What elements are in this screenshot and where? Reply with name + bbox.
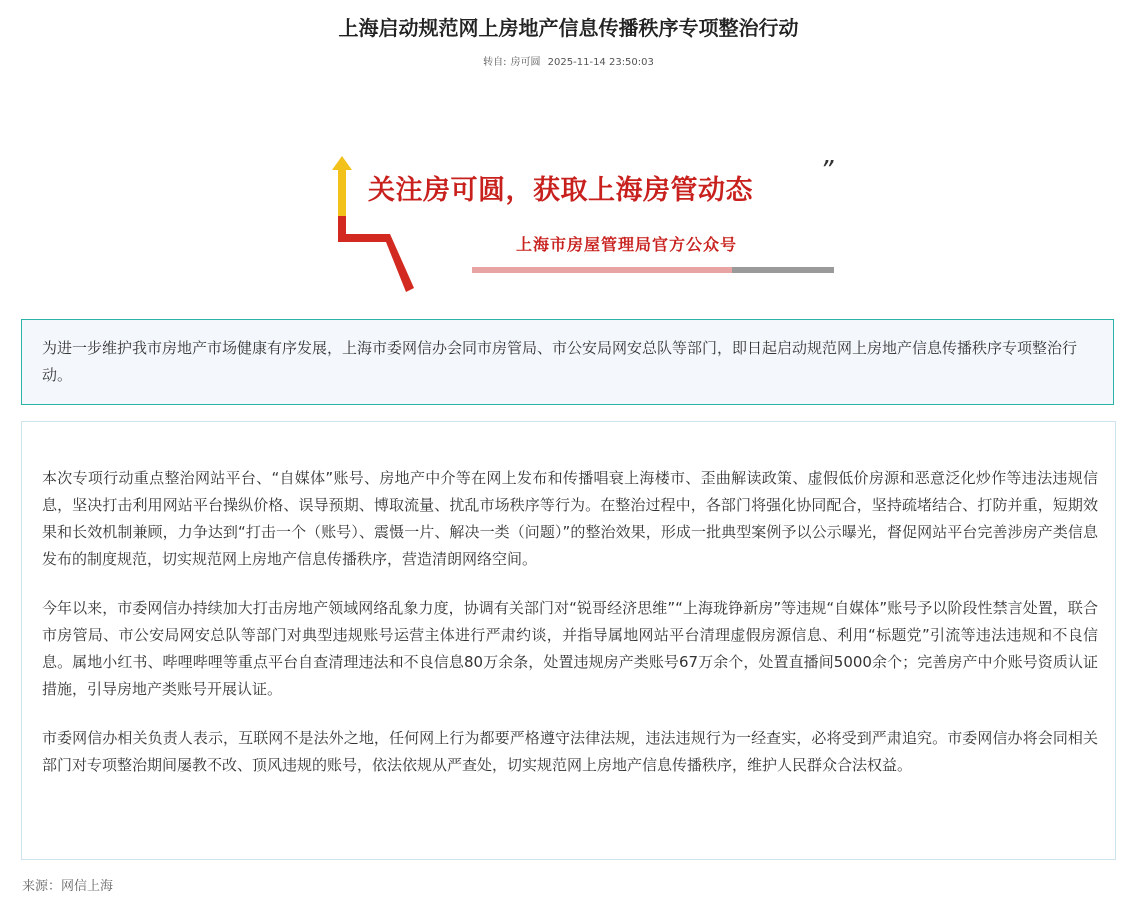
body-paragraph-1: 本次专项行动重点整治网站平台、“自媒体”账号、房地产中介等在网上发布和传播唱衰上海楼市、歪曲解读政策、虚假低价房源和恶意泛化炒作等违法违规信息，坚决打击利用网站平台操纵价格、误导预期、博取流量、扰乱市场秩序等行为。在整治过程中，各部门将强化协同配合，坚持疏堵结合、打防并重，短期效果和长效机制兼顾，力争达到“打击一个（账号）、震慑一片、解决一类（问题）”的整治效果，形成一批典型案例予以公示曝光，督促网站平台完善涉房产类信息发布的制度规范，切实规范网上房地产信息传播秩序，营造清朗网络空间。: [42, 469, 1098, 568]
underline-bar-pink: [472, 267, 732, 273]
banner-main-text: 关注房可圆，获取上海房管动态: [368, 175, 753, 206]
summary-text: 为进一步维护我市房地产市场健康有序发展，上海市委网信办会同市房管局、市公安局网安总队等部门，即日起启动规范网上房地产信息传播秩序专项整治行动。: [42, 339, 1078, 384]
repost-label: 转自:: [483, 57, 507, 68]
source-credit: 来源：网信上海: [22, 879, 114, 894]
publish-datetime: 2025-11-14 23:50:03: [547, 57, 654, 68]
arrow-shaft-yellow: [338, 170, 346, 216]
body-paragraph-3: 市委网信办相关负责人表示，互联网不是法外之地，任何网上行为都要严格遵守法律法规，违法违规行为一经查实，必将受到严肃追究。市委网信办将会同相关部门对专项整治期间屡教不改、顶风违规的账号，依法依规从严查处，切实规范网上房地产信息传播秩序，维护人民群众合法权益。: [42, 729, 1098, 774]
article-title: 上海启动规范网上房地产信息传播秩序专项整治行动: [338, 16, 799, 40]
banner-sub-text: 上海市房屋管理局官方公众号: [516, 235, 738, 254]
repost-source: 房可圆: [510, 57, 541, 68]
article-body: [21, 421, 1116, 860]
arrow-shaft-red: [338, 216, 414, 292]
summary-box: [21, 319, 1114, 405]
article-meta: [0, 56, 1137, 70]
promo-banner: [320, 150, 850, 300]
underline-bar-gray: [732, 267, 834, 273]
quote-mark-icon: ”: [820, 156, 834, 186]
body-paragraph-2: 今年以来，市委网信办持续加大打击房地产领域网络乱象力度，协调有关部门对“锐哥经济思维”“上海珑铮新房”等违规“自媒体”账号予以阶段性禁言处置，联合市房管局、市公安局网安总队等部门对典型违规账号运营主体进行严肃约谈，并指导属地网站平台清理虚假房源信息、利用“标题党”引流等违法违规和不良信息。属地小红书、哔哩哔哩等重点平台自查清理违法和不良信息80万余条，处置违规房产类账号67万余个，处置直播间5000余个；完善房产中介账号资质认证措施，引导房地产类账号开展认证。: [42, 599, 1098, 698]
